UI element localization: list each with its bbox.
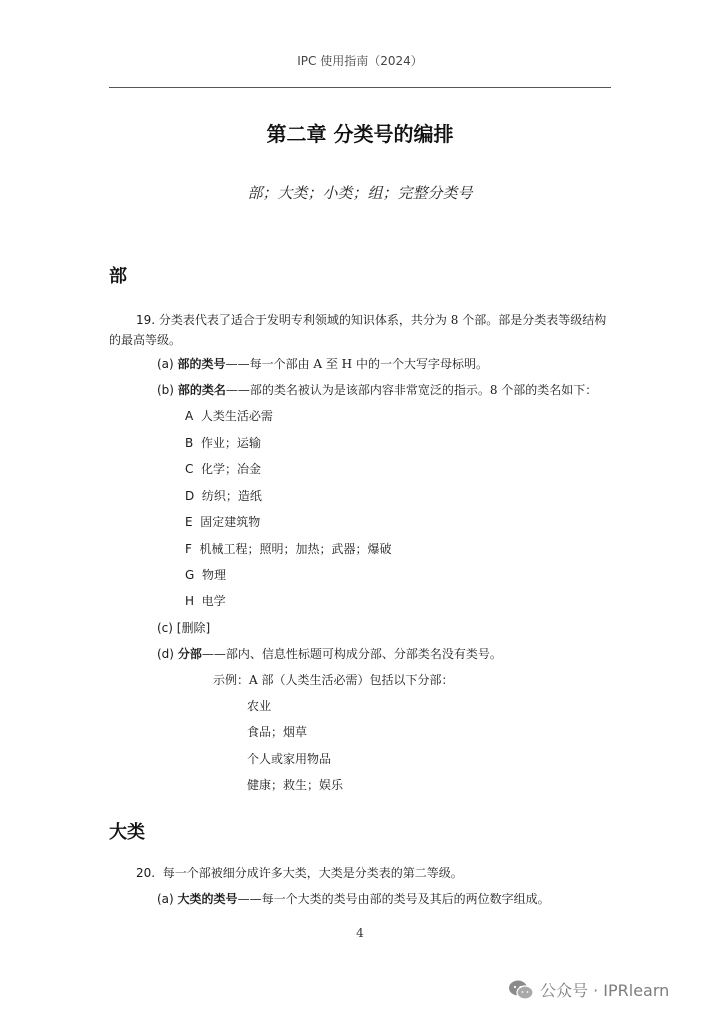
- example-label: 示例：: [213, 673, 250, 687]
- section-name: 人类生活必需: [200, 409, 273, 423]
- subsection-item: 食品；烟草: [247, 725, 308, 739]
- chapter-subtitle: 部；大类；小类；组；完整分类号: [247, 184, 473, 202]
- section-letter: A: [185, 409, 194, 423]
- paragraph-19: [109, 310, 614, 350]
- item-text: ——部的类名被认为是该部内容非常宽泛的指示。8 个部的类名如下：: [225, 383, 598, 397]
- item-term: 分部: [177, 647, 202, 661]
- paragraph-20: [136, 864, 463, 882]
- page-header: IPC 使用指南（2024）: [297, 54, 423, 68]
- item-term: 大类的类号: [177, 892, 238, 906]
- item-text: [删除]: [176, 621, 211, 635]
- section-list-item: [185, 566, 226, 584]
- paragraph-number: 19.: [136, 313, 156, 327]
- wechat-icon: [508, 979, 534, 1001]
- example-text: A 部（人类生活必需）包括以下分部：: [249, 673, 454, 687]
- example-line: [213, 671, 454, 689]
- list-item-c: [157, 619, 210, 637]
- item-marker: (a): [157, 357, 174, 371]
- section-list-item: [185, 460, 261, 478]
- list-item-d: [157, 645, 502, 663]
- section-name: 物理: [201, 568, 226, 582]
- item-text: ——每一个大类的类号由部的类号及其后的两位数字组成。: [237, 892, 550, 906]
- section-letter: B: [185, 436, 194, 450]
- item-marker: (c): [157, 621, 173, 635]
- header-divider: [109, 87, 611, 88]
- item-text: ——部内、信息性标题可构成分部、分部类名没有类号。: [201, 647, 502, 661]
- section-letter: F: [185, 542, 192, 556]
- item-term: 部的类号: [177, 357, 226, 371]
- section-heading-bu: 部: [109, 266, 127, 287]
- section-list-item: [185, 513, 260, 531]
- subsection-item: 农业: [247, 699, 272, 713]
- item-marker: (a): [157, 892, 174, 906]
- section-name: 纺织；造纸: [201, 489, 262, 503]
- section-letter: H: [185, 594, 195, 608]
- item-marker: (b): [157, 383, 174, 397]
- paragraph-text: 分类表代表了适合于发明专利领域的知识体系，共分为 8 个部。部是分类表等级结构的最高等级。: [109, 313, 607, 347]
- section-name: 机械工程；照明；加热；武器；爆破: [199, 542, 392, 556]
- section-name: 固定建筑物: [200, 515, 261, 529]
- section-list-item: [185, 592, 226, 610]
- item-text: ——每一个部由 A 至 H 中的一个大写字母标明。: [225, 357, 488, 371]
- section-list-item: [185, 487, 262, 505]
- subsection-item: 个人或家用物品: [247, 752, 332, 766]
- paragraph-text: 每一个部被细分成许多大类，大类是分类表的第二等级。: [162, 866, 463, 880]
- section-list-item: [185, 407, 273, 425]
- section-list-item: [185, 540, 392, 558]
- watermark: [508, 978, 669, 1001]
- page-number: 4: [356, 926, 364, 940]
- section-name: 电学: [201, 594, 226, 608]
- watermark-text: 公众号 · IPRlearn: [540, 981, 670, 1000]
- list-item-b: [157, 381, 597, 399]
- item-term: 部的类名: [177, 383, 226, 397]
- list-item-a-dalei: [157, 890, 550, 908]
- section-letter: C: [185, 462, 194, 476]
- paragraph-number: 20.: [136, 866, 156, 880]
- section-letter: D: [185, 489, 195, 503]
- section-name: 作业；运输: [200, 436, 261, 450]
- subsection-item: 健康；救生；娱乐: [247, 778, 344, 792]
- section-letter: E: [185, 515, 193, 529]
- section-heading-dalei: 大类: [109, 822, 145, 843]
- list-item-a: [157, 355, 488, 373]
- chapter-title: 第二章 分类号的编排: [266, 122, 454, 146]
- section-list-item: [185, 434, 261, 452]
- section-name: 化学；冶金: [201, 462, 262, 476]
- item-marker: (d): [157, 647, 174, 661]
- section-letter: G: [185, 568, 195, 582]
